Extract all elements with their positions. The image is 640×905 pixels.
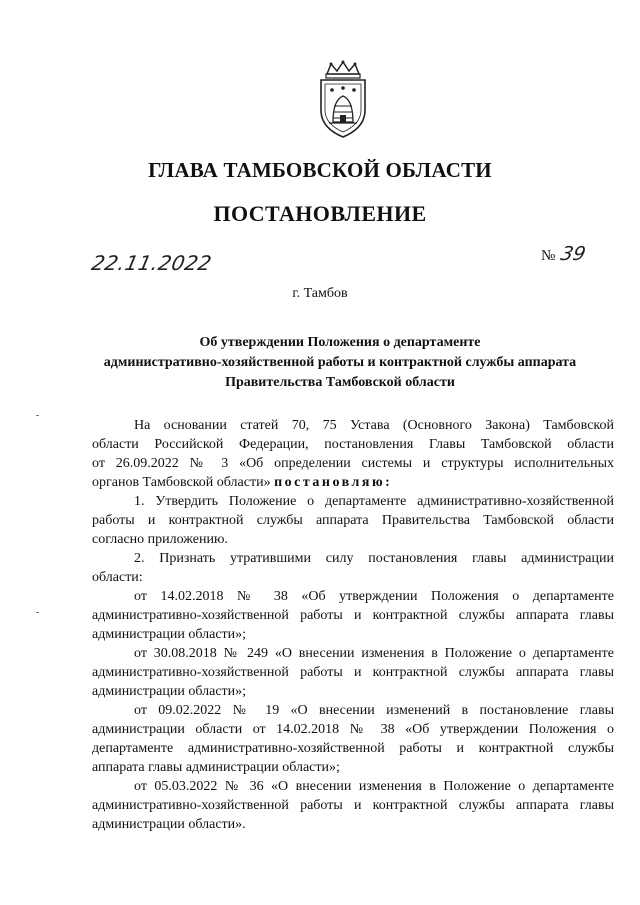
coat-of-arms-icon	[311, 60, 375, 140]
body-line: работы и контрактной службы аппарата Правительства Тамбовской области	[92, 513, 614, 528]
body-line: администрации области».	[92, 817, 246, 832]
preamble-end: органов Тамбовской области»	[92, 475, 271, 490]
body-line: департаменте административно-хозяйственной работы и контрактной службы	[92, 741, 614, 756]
document-heading	[60, 333, 620, 393]
document-number	[541, 243, 588, 265]
authority-title: ГЛАВА ТАМБОВСКОЙ ОБЛАСТИ	[148, 158, 492, 182]
body-line	[92, 473, 614, 492]
body-line: области Российской Федерации, постановления Главы Тамбовской области	[92, 437, 614, 452]
body-line: административно-хозяйственной работы и контрактной службы аппарата главы	[92, 665, 614, 680]
city: г. Тамбов	[292, 286, 348, 301]
document-date: 22.11.2022	[89, 251, 215, 275]
body-line: от 09.02.2022 № 19 «О внесении изменений в постановление главы	[134, 703, 614, 718]
body-line: от 14.02.2018 № 38 «Об утверждении Положения о департаменте	[134, 589, 614, 604]
body-line: аппарата главы администрации области»;	[92, 760, 340, 775]
body-line: администрации области от 14.02.2018 № 38 «Об утверждении Положения о	[92, 722, 614, 737]
document-body	[92, 416, 614, 834]
body-line: администрации области»;	[92, 627, 247, 642]
decree-word: постановляю:	[274, 475, 393, 490]
body-line: от 26.09.2022 № 3 «Об определении системы и структуры исполнительных	[92, 456, 614, 471]
body-line: области:	[92, 570, 143, 585]
body-line: администрации области»;	[92, 684, 247, 699]
body-line: от 30.08.2018 № 249 «О внесении изменения в Положение о департаменте	[134, 646, 614, 661]
body-line: согласно приложению.	[92, 532, 228, 547]
document-type: ПОСТАНОВЛЕНИЕ	[213, 201, 427, 226]
body-line: административно-хозяйственной работы и контрактной службы аппарата главы	[92, 608, 614, 623]
scan-margin-mark	[36, 415, 39, 416]
heading-line: Правительства Тамбовской области	[225, 375, 455, 390]
heading-line: административно-хозяйственной работы и контрактной службы аппарата	[103, 355, 577, 370]
body-line: 2. Признать утратившими силу постановления главы администрации	[134, 551, 614, 566]
number-value: 39	[558, 243, 588, 265]
body-line: административно-хозяйственной работы и контрактной службы аппарата главы	[92, 798, 614, 813]
scan-margin-mark	[36, 612, 39, 613]
body-line: от 05.03.2022 № 36 «О внесении изменения в Положение о департаменте	[134, 779, 614, 794]
heading-line: Об утверждении Положения о департаменте	[199, 335, 481, 350]
body-line: 1. Утвердить Положение о департаменте административно-хозяйственной	[134, 494, 614, 509]
number-sign: №	[541, 248, 556, 264]
body-line: На основании статей 70, 75 Устава (Основного Закона) Тамбовской	[134, 418, 614, 433]
